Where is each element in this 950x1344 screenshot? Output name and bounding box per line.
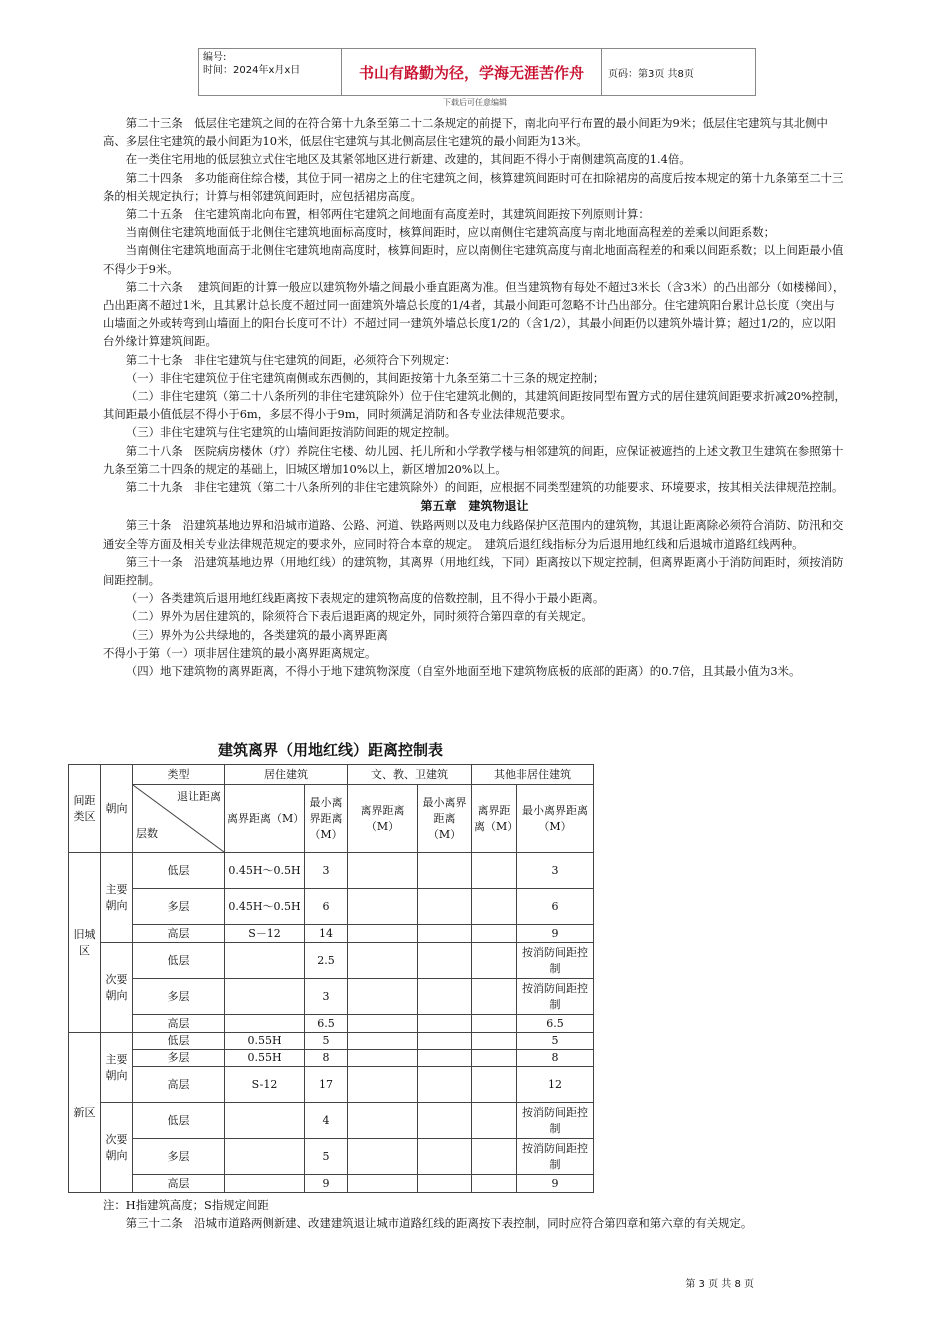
header-other: 其他非居住建筑: [472, 765, 594, 785]
paragraph: 当南侧住宅建筑地面低于北侧住宅建筑地面标高度时，核算间距时，应以南侧住宅建筑高度与南北地面高程差的差乘以间距系数；: [125, 225, 776, 240]
empty-cell: [225, 1139, 305, 1175]
other-min-cell: 9: [517, 1175, 594, 1193]
min-cell: 6: [305, 889, 348, 925]
floor-cell: 高层: [133, 1067, 225, 1103]
empty-cell: [348, 1033, 418, 1050]
empty-cell: [418, 1033, 472, 1050]
header-res-distance: 离界距离（M）: [225, 785, 305, 853]
other-min-cell: 按消防间距控制: [517, 979, 594, 1015]
min-cell: 2.5: [305, 943, 348, 979]
empty-cell: [225, 1175, 305, 1193]
paragraph: （二）界外为居住建筑的，除须符合下表后退距离的规定外，同时须符合第四章的有关规定。: [125, 609, 593, 624]
empty-cell: [418, 1139, 472, 1175]
other-min-cell: 按消防间距控制: [517, 1139, 594, 1175]
empty-cell: [418, 889, 472, 925]
floor-cell: 高层: [133, 925, 225, 943]
header-retreat: 退让距离: [177, 790, 221, 803]
dist-cell: 0.55H: [225, 1050, 305, 1067]
paragraph: 第二十三条 低层住宅建筑之间的在符合第十九条至第二十二条规定的前提下，南北向平行布置的最小间距为9米；低层住宅建筑与其北侧中高、多层住宅建筑的最小间距为10米，低层住宅建筑与其北侧高层住宅建筑的最小间距为13米。: [103, 116, 828, 149]
floor-cell: 低层: [133, 1103, 225, 1139]
floor-cell: 多层: [133, 889, 225, 925]
other-min-cell: 12: [517, 1067, 594, 1103]
empty-cell: [472, 1103, 517, 1139]
orientation-secondary: 次要朝向: [101, 943, 133, 1033]
other-min-cell: 6.5: [517, 1015, 594, 1033]
paragraph: 第二十七条 非住宅建筑与住宅建筑的间距，必须符合下列规定：: [125, 352, 457, 367]
zone-new: 新区: [69, 1033, 101, 1193]
setback-table: [68, 764, 594, 1193]
document-body: [103, 114, 846, 680]
empty-cell: [348, 943, 418, 979]
min-cell: 6.5: [305, 1015, 348, 1033]
min-cell: 5: [305, 1139, 348, 1175]
other-min-cell: 3: [517, 853, 594, 889]
header-edu-distance: 离界距离（M）: [348, 785, 418, 853]
empty-cell: [472, 1175, 517, 1193]
paragraph: （一）非住宅建筑位于住宅建筑南侧或东西侧的，其间距按第十九条至第二十三条的规定控制；: [125, 370, 605, 385]
empty-cell: [418, 979, 472, 1015]
header-education: 文、教、卫建筑: [348, 765, 472, 785]
empty-cell: [472, 853, 517, 889]
floor-cell: 高层: [133, 1175, 225, 1193]
empty-cell: [348, 853, 418, 889]
header-residential: 居住建筑: [225, 765, 348, 785]
floor-cell: 高层: [133, 1015, 225, 1033]
paragraph: 第三十二条 沿城市道路两侧新建、改建建筑退让城市道路红线的距离按下表控制，同时应符合第四章和第六章的有关规定。: [125, 1216, 753, 1230]
table-note: 注：H指建筑高度；S指规定间距: [103, 1198, 269, 1212]
min-cell: 3: [305, 853, 348, 889]
empty-cell: [348, 1175, 418, 1193]
empty-cell: [472, 1139, 517, 1175]
chapter-title: 第五章 建筑物退让: [420, 499, 529, 514]
paragraph: 不得小于第（一）项非居住建筑的最小离界距离规定。: [103, 645, 377, 660]
subheader: 下载后可任意编辑: [443, 98, 507, 107]
other-min-cell: 9: [517, 925, 594, 943]
empty-cell: [348, 1139, 418, 1175]
header-other-distance: 离界距离（M）: [472, 785, 517, 853]
floor-cell: 低层: [133, 853, 225, 889]
empty-cell: [418, 1015, 472, 1033]
min-cell: 8: [305, 1050, 348, 1067]
header-edu-min: 最小离界距离（M）: [418, 785, 472, 853]
floor-cell: 多层: [133, 979, 225, 1015]
orientation-main: 主要朝向: [101, 1033, 133, 1103]
orientation-secondary: 次要朝向: [101, 1103, 133, 1193]
empty-cell: [225, 943, 305, 979]
empty-cell: [472, 979, 517, 1015]
empty-cell: [418, 925, 472, 943]
zone-old: 旧城区: [69, 853, 101, 1033]
empty-cell: [418, 1175, 472, 1193]
other-min-cell: 6: [517, 889, 594, 925]
empty-cell: [225, 979, 305, 1015]
dist-cell: 0.45H～0.5H: [225, 889, 305, 925]
paragraph: 在一类住宅用地的低层独立式住宅地区及其紧邻地区进行新建、改建的，其间距不得小于南侧建筑高度的1.4倍。: [125, 152, 691, 167]
page-header: [198, 48, 756, 96]
paragraph: 第二十六条 建筑间距的计算一般应以建筑物外墙之间最小垂直距离为准。但当建筑物有每处不超过3米长（含3米）的凸出部分（如楼梯间），凸出距离不超过1米，且其累计总长度不超过同一面建筑外墙总长度的1/4者，其最小间距可忽略不计凸出部分。住宅建筑阳台累计总长度（突出与山墙面之外或转弯到山墙面上的阳台长度可不计）不超过同一建筑外墙总长度1/2的（含1/2），其最小间距仍以建筑外墙计算；超过1/2的，应以阳台外缘计算建筑间距。: [103, 279, 845, 349]
min-cell: 5: [305, 1033, 348, 1050]
table-title: 建筑离界（用地红线）距离控制表: [217, 741, 443, 759]
empty-cell: [472, 1050, 517, 1067]
empty-cell: [225, 1015, 305, 1033]
paragraph: （三）非住宅建筑与住宅建筑的山墙间距按消防间距的规定控制。: [125, 425, 457, 440]
paragraph: （四）地下建筑物的离界距离，不得小于地下建筑物深度（自室外地面至地下建筑物底板的底部的距离）的0.7倍，且其最小值为3米。: [125, 664, 801, 679]
empty-cell: [348, 1015, 418, 1033]
header-type: 类型: [133, 765, 225, 785]
min-cell: 3: [305, 979, 348, 1015]
min-cell: 4: [305, 1103, 348, 1139]
empty-cell: [418, 1103, 472, 1139]
orientation-main: 主要朝向: [101, 853, 133, 943]
header-motto: 书山有路勤为径，学海无涯苦作舟: [342, 49, 602, 95]
min-cell: 14: [305, 925, 348, 943]
header-res-min: 最小离界距离（M）: [305, 785, 348, 853]
other-min-cell: 5: [517, 1033, 594, 1050]
empty-cell: [418, 1050, 472, 1067]
paragraph: 第二十八条 医院病房楼休（疗）养院住宅楼、幼儿园、托儿所和小学教学楼与相邻建筑的间距，应保证被遮挡的上述文教卫生建筑在参照第十九条至第二十四条的规定的基础上，旧城区增加10%以上，新区增加20%以上。: [103, 443, 844, 476]
empty-cell: [348, 1067, 418, 1103]
other-min-cell: 8: [517, 1050, 594, 1067]
paragraph: 第三十一条 沿建筑基地边界（用地红线）的建筑物，其离界（用地红线，下同）距离按以下规定控制，但离界距离小于消防间距时，须按消防间距控制。: [103, 554, 844, 588]
dist-cell: 0.45H～0.5H: [225, 853, 305, 889]
header-diagonal: [133, 785, 225, 853]
empty-cell: [418, 1067, 472, 1103]
date-label: 时间：2024年x月x日: [203, 65, 301, 76]
paragraph: 第三十条 沿建筑基地边界和沿城市道路、公路、河道、铁路两则以及电力线路保护区范围内的建筑物，其退让距离除必须符合消防、防汛和交通安全等方面及相关专业法律规范规定的要求外，应同时符合本章的规定。 建筑后退红线指标分为后退用地红线和后退城市道路红线两种。: [103, 518, 844, 551]
dist-cell: 0.55H: [225, 1033, 305, 1050]
paragraph: （二）非住宅建筑（第二十八条所列的非住宅建筑除外）位于住宅建筑北侧的，其建筑间距按同型布置方式的居住建筑间距要求折减20%控制，其间距最小值低层不得小于6m，多层不得小于9m，同时须满足消防和各专业法律规范要求。: [103, 389, 846, 422]
empty-cell: [472, 943, 517, 979]
empty-cell: [418, 943, 472, 979]
paragraph: （三）界外为公共绿地的，各类建筑的最小离界距离: [125, 627, 388, 642]
empty-cell: [348, 1050, 418, 1067]
empty-cell: [418, 853, 472, 889]
empty-cell: [472, 1033, 517, 1050]
empty-cell: [348, 979, 418, 1015]
number-label: 编号:: [203, 52, 227, 63]
empty-cell: [472, 925, 517, 943]
paragraph: （一）各类建筑后退用地红线距离按下表规定的建筑物高度的倍数控制，且不得小于最小距离。: [125, 591, 605, 606]
floor-cell: 多层: [133, 1139, 225, 1175]
floor-cell: 多层: [133, 1050, 225, 1067]
header-orientation: 朝向: [101, 765, 133, 853]
empty-cell: [348, 1103, 418, 1139]
page-footer: 第 3 页 共 8 页: [685, 1279, 754, 1290]
header-meta: [199, 49, 342, 95]
paragraph: 当南侧住宅建筑地面高于北侧住宅建筑地南高度时，核算间距时，应以南侧住宅建筑高度与南北地面高程差的和乘以间距系数；以上间距最小值不得少于9米。: [103, 243, 844, 276]
paragraph: 第二十四条 多功能商住综合楼，其位于同一裙房之上的住宅建筑之间，核算建筑间距时可在扣除裙房的高度后按本规定的第十九条第至二十三条的相关规定执行；计算与相邻建筑间距时，应包括裙房高度。: [103, 170, 844, 203]
min-cell: 9: [305, 1175, 348, 1193]
empty-cell: [472, 1067, 517, 1103]
empty-cell: [472, 889, 517, 925]
dist-cell: S－12: [225, 925, 305, 943]
empty-cell: [472, 1015, 517, 1033]
header-other-min: 最小离界距离（M）: [517, 785, 594, 853]
other-min-cell: 按消防间距控制: [517, 1103, 594, 1139]
empty-cell: [348, 925, 418, 943]
floor-cell: 低层: [133, 1033, 225, 1050]
empty-cell: [225, 1103, 305, 1139]
min-cell: 17: [305, 1067, 348, 1103]
floor-cell: 低层: [133, 943, 225, 979]
other-min-cell: 按消防间距控制: [517, 943, 594, 979]
header-zone: 间距类区: [69, 765, 101, 853]
header-floors: 层数: [136, 827, 158, 840]
header-page: 页码：第3页 共8页: [608, 68, 694, 80]
paragraph: 第二十五条 住宅建筑南北向布置，相邻两住宅建筑之间地面有高度差时，其建筑间距按下列原则计算：: [125, 207, 650, 222]
paragraph: 第二十九条 非住宅建筑（第二十八条所列的非住宅建筑除外）的间距，应根据不同类型建筑的功能要求、环境要求，按其相关法律规范控制。: [125, 480, 844, 495]
empty-cell: [348, 889, 418, 925]
dist-cell: S-12: [225, 1067, 305, 1103]
